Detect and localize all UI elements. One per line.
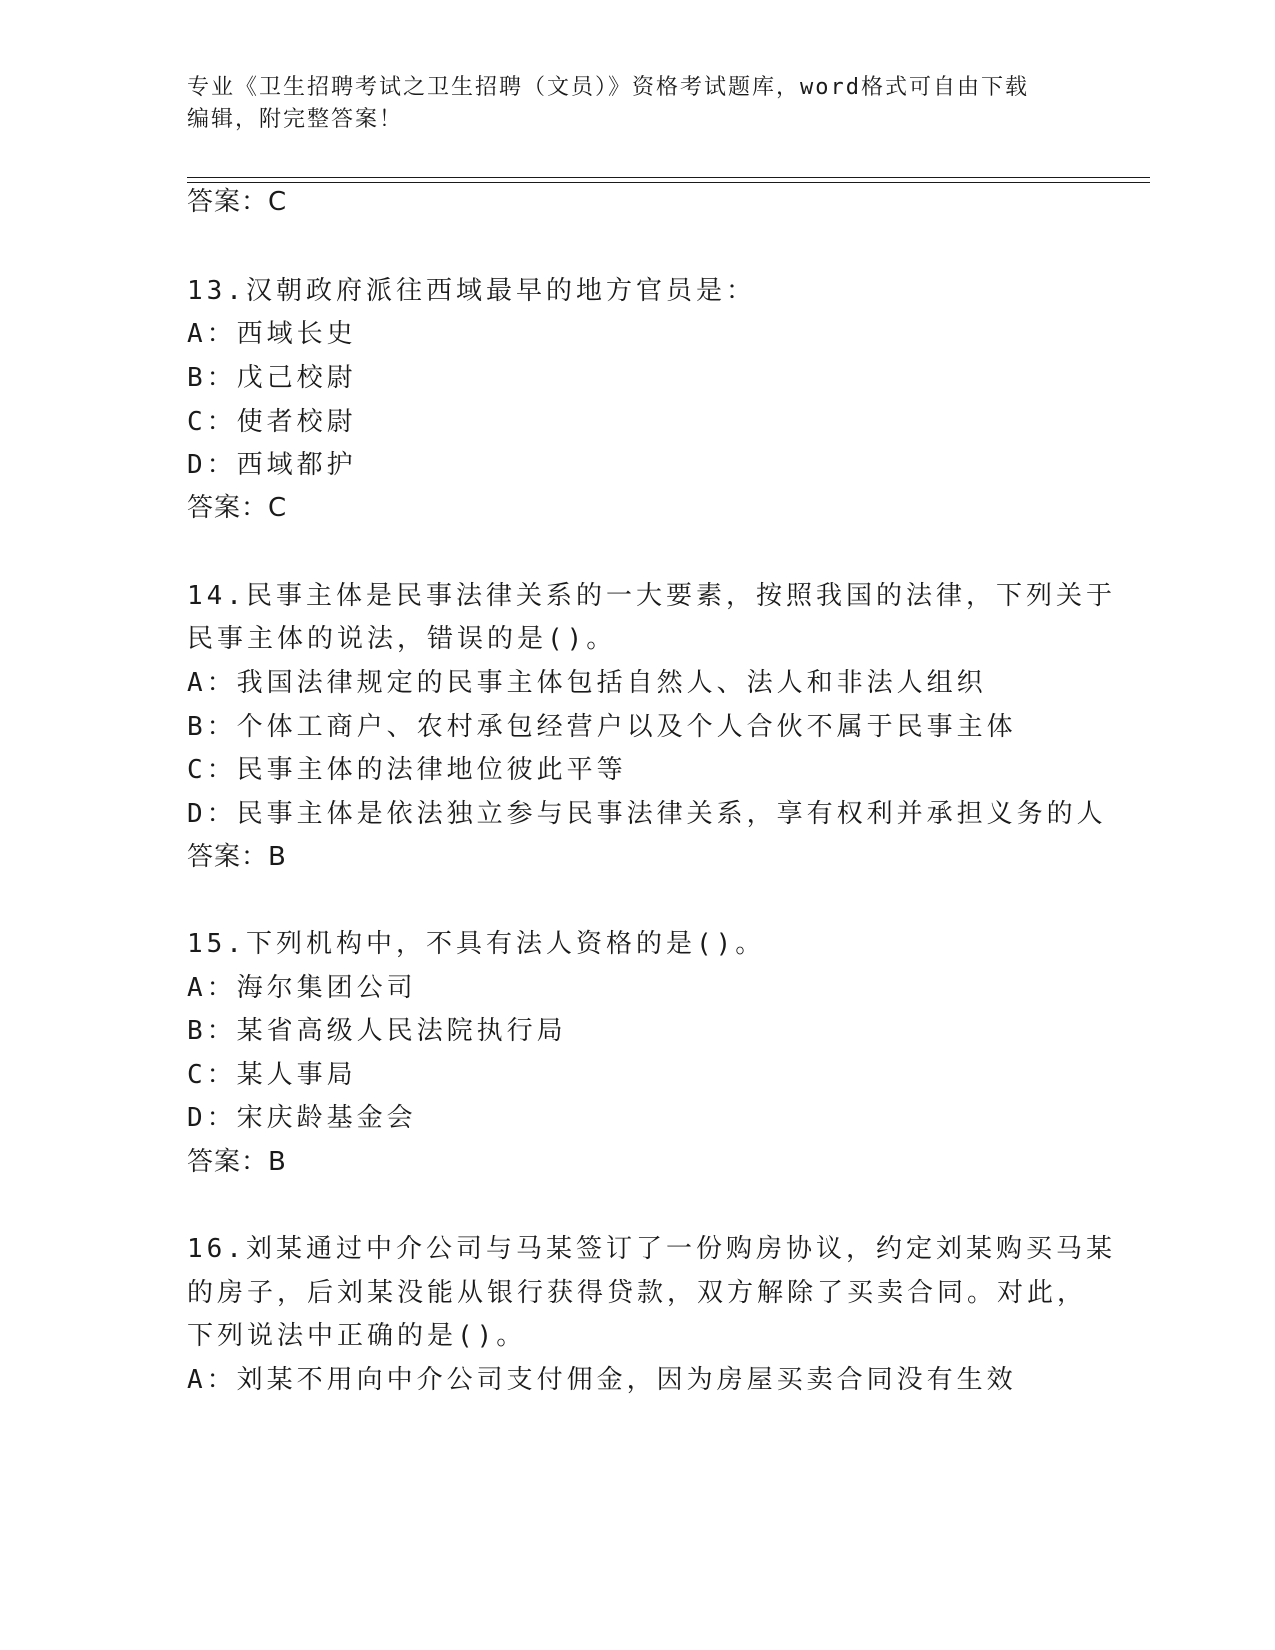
q16-stem-line-3: 下列说法中正确的是()。: [187, 1321, 527, 1351]
q14-option-c: C：民事主体的法律地位彼此平等: [187, 755, 627, 785]
q15-option-c: C：某人事局: [187, 1060, 357, 1090]
q14-option-b: B：个体工商户、农村承包经营户以及个人合伙不属于民事主体: [187, 712, 1017, 742]
q13-option-a: A：西域长史: [187, 319, 357, 349]
q13-option-c: C：使者校尉: [187, 407, 357, 437]
q16-option-a: A：刘某不用向中介公司支付佣金，因为房屋买卖合同没有生效: [187, 1365, 1017, 1395]
q16-stem-line-1: 16.刘某通过中介公司与马某签订了一份购房协议，约定刘某购买马某: [187, 1234, 1116, 1264]
q15-option-b: B：某省高级人民法院执行局: [187, 1016, 567, 1046]
document-header: [187, 72, 1067, 136]
q15-option-d: D：宋庆龄基金会: [187, 1103, 417, 1133]
q13-option-b: B：戊己校尉: [187, 363, 357, 393]
q14-option-d: D：民事主体是依法独立参与民事法律关系，享有权利并承担义务的人: [187, 799, 1107, 829]
q13-option-d: D：西域都护: [187, 450, 357, 480]
q14-stem-line-1: 14.民事主体是民事法律关系的一大要素，按照我国的法律，下列关于: [187, 581, 1116, 611]
header-rule-top: [187, 177, 1150, 178]
answer-prev: 答案：C: [187, 187, 288, 217]
q15-option-a: A：海尔集团公司: [187, 973, 417, 1003]
q13-answer: 答案：C: [187, 493, 288, 523]
q16-stem-line-2: 的房子，后刘某没能从银行获得贷款，双方解除了买卖合同。对此，: [187, 1278, 1088, 1308]
q15-answer: 答案：B: [187, 1147, 287, 1177]
header-line-1: 专业《卫生招聘考试之卫生招聘（文员）》资格考试题库，word格式可自由下载: [187, 75, 1029, 100]
q14-option-a: A：我国法律规定的民事主体包括自然人、法人和非法人组织: [187, 668, 987, 698]
q15-stem: 15.下列机构中，不具有法人资格的是()。: [187, 929, 766, 959]
q14-answer: 答案：B: [187, 842, 287, 872]
header-line-2: 编辑，附完整答案！: [187, 107, 404, 132]
header-rule-bottom: [187, 182, 1150, 183]
q14-stem-line-2: 民事主体的说法，错误的是()。: [187, 624, 617, 654]
q13-stem: 13.汉朝政府派往西域最早的地方官员是：: [187, 276, 756, 306]
